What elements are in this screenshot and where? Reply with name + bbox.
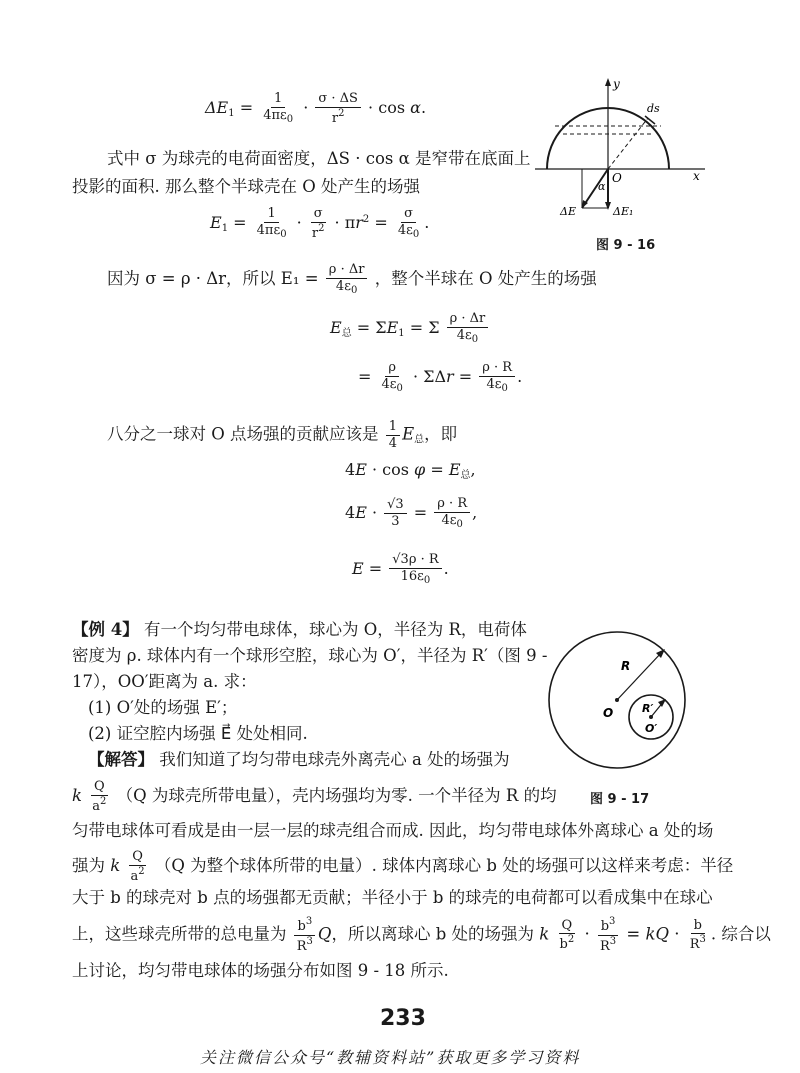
paragraph-2: 因为 σ = ρ · Δr，所以 E₁ = $\frac{\rho \cdot \Delta r}{4\varepsilon_0}$ ，整个半球在 O 处产生的场强 [107, 262, 597, 296]
radius-Rp-arrow [658, 699, 666, 707]
answer-line-1 [88, 747, 510, 773]
answer-line-3: 匀带电球体可看成是由一层一层的球壳组合而成. 因此，均匀带电球体外离球心 a 处的场 [72, 821, 714, 840]
answer-line-4: 强为 k $\frac{Q}{a^2}$ （Q 为整个球体所带的电量）. 球体内离球心 b 处的场强可以这样来考虑：半径 [72, 849, 734, 884]
formula-E1: $E_1$ = $\frac{1}{4\pi\varepsilon_0}$ · $\frac{\sigma}{r^2}$ · $\pi r^2$ = $\frac{\sigma}{4\varepsilon_0}$ . [210, 206, 430, 241]
figure-9-16 [535, 76, 710, 216]
label-O: O [612, 171, 622, 185]
example-label: 【例 4】 [72, 620, 139, 639]
answer-text-6c: 综合以 [721, 924, 771, 944]
y-axis-arrow [605, 78, 611, 86]
example-text-1: 有一个均匀带电球体，球心为 O，半径为 R，电荷体 [143, 620, 527, 639]
label-dE1: ΔE₁ [613, 205, 634, 216]
paragraph-1a: 式中 σ 为球壳的电荷面密度，ΔS · cos α 是窄带在底面上 [107, 149, 531, 168]
equation-2: 4E · $\frac{√3}{3}$ = $\frac{\rho \cdot R}{4\varepsilon_0}$ , [345, 496, 478, 530]
answer-text-2: （Q 为球壳所带电量），壳内场强均为零. 一个半径为 R 的均 [116, 786, 557, 806]
paragraph-2b: ，整个半球在 O 处产生的场强 [374, 269, 597, 289]
label-R: R [621, 659, 631, 673]
label-Op: O′ [645, 722, 658, 735]
answer-line-2: k $\frac{Q}{a^2}$ （Q 为球壳所带电量），壳内场强均为零. 一个半径为 R 的均 [72, 779, 557, 814]
answer-text-6a: 上，这些球壳所带的总电量为 [72, 924, 287, 944]
answer-line-7: 上讨论，均匀带电球体的场强分布如图 9 - 18 所示. [72, 961, 449, 980]
label-y: y [613, 77, 620, 91]
paragraph-3b: ，即 [424, 424, 458, 444]
answer-text-6b: ，所以离球心 b 处的场强为 [331, 924, 535, 944]
formula-Esum-2: = $\frac{\rho}{4\varepsilon_0}$ · ΣΔr = $\frac{\rho \cdot R}{4\varepsilon_0}$ . [358, 360, 523, 394]
formula-Esum-1: $E_总 = \Sigma E_1 = \Sigma$ $\frac{\rho \cdot \Delta r}{4\varepsilon_0}$ [330, 312, 490, 345]
label-Rp: R′ [642, 702, 654, 715]
paragraph-3a: 八分之一球对 O 点场强的贡献应该是 [107, 424, 379, 444]
example-question-2: (2) 证空腔内场强 E⃗ 处处相同. [88, 724, 308, 743]
dE1-arrow [605, 202, 611, 210]
equation-1: $4E \cdot \cos \varphi = E_总$, [345, 460, 476, 481]
answer-line-6: 上，这些球壳所带的总电量为 $\frac{b^3}{R^3}$ Q，所以离球心 b 处的场强为 k $\frac{Q}{b^2}$ · $\frac{b^3}{R^3}$ = kQ · $\frac{b}{R^3}$ . 综合以 [72, 916, 771, 954]
caption-9-17: 图 9 - 17 [590, 792, 650, 807]
example-line-3: 17），OO′距离为 a. 求： [72, 672, 257, 691]
equation-3: E = $\frac{√3\rho \cdot R}{16\varepsilon_0}$ . [352, 552, 449, 586]
label-O: O [603, 706, 614, 720]
label-dE: ΔE [560, 205, 576, 216]
example-question-1: (1) O′处的场强 E′； [88, 698, 238, 717]
example-line-2: 密度为 ρ. 球体内有一个球形空腔，球心为 O′，半径为 R′（图 9 - [72, 646, 548, 665]
paragraph-1b: 投影的面积. 那么整个半球壳在 O 处产生的场强 [72, 177, 421, 196]
figure-9-17 [545, 628, 690, 773]
answer-line-5: 大于 b 的球壳对 b 点的场强都无贡献；半径小于 b 的球壳的电荷都可以看成集中在球心 [72, 888, 713, 907]
footer-note: 关注微信公众号“教辅资料站”获取更多学习资料 [200, 1048, 581, 1067]
answer-text-4b: （Q 为整个球体所带的电量）. 球体内离球心 b 处的场强可以这样来考虑：半径 [154, 856, 734, 876]
label-ds: ds [647, 102, 660, 115]
answer-text-1: 我们知道了均匀带电球壳外离壳心 a 处的场强为 [159, 750, 510, 769]
formula-dE1: $\Delta E_1$ = $\frac{1}{4\pi\varepsilon_0}$ · $\frac{\sigma \cdot \Delta S}{r^2}$ · cos α. [205, 91, 427, 126]
paragraph-2a: 因为 σ = ρ · Δr，所以 E₁ = [107, 269, 319, 289]
page-number: 233 [380, 1006, 426, 1031]
label-alpha: α [598, 180, 606, 193]
label-x: x [693, 169, 700, 183]
answer-text-4a: 强为 [72, 856, 105, 876]
caption-9-16: 图 9 - 16 [596, 238, 656, 253]
answer-label: 【解答】 [88, 750, 154, 769]
example-line-1 [72, 617, 527, 643]
paragraph-3: 八分之一球对 O 点场强的贡献应该是 $\frac{1}{4}$ $E_总$，即 [107, 419, 458, 451]
